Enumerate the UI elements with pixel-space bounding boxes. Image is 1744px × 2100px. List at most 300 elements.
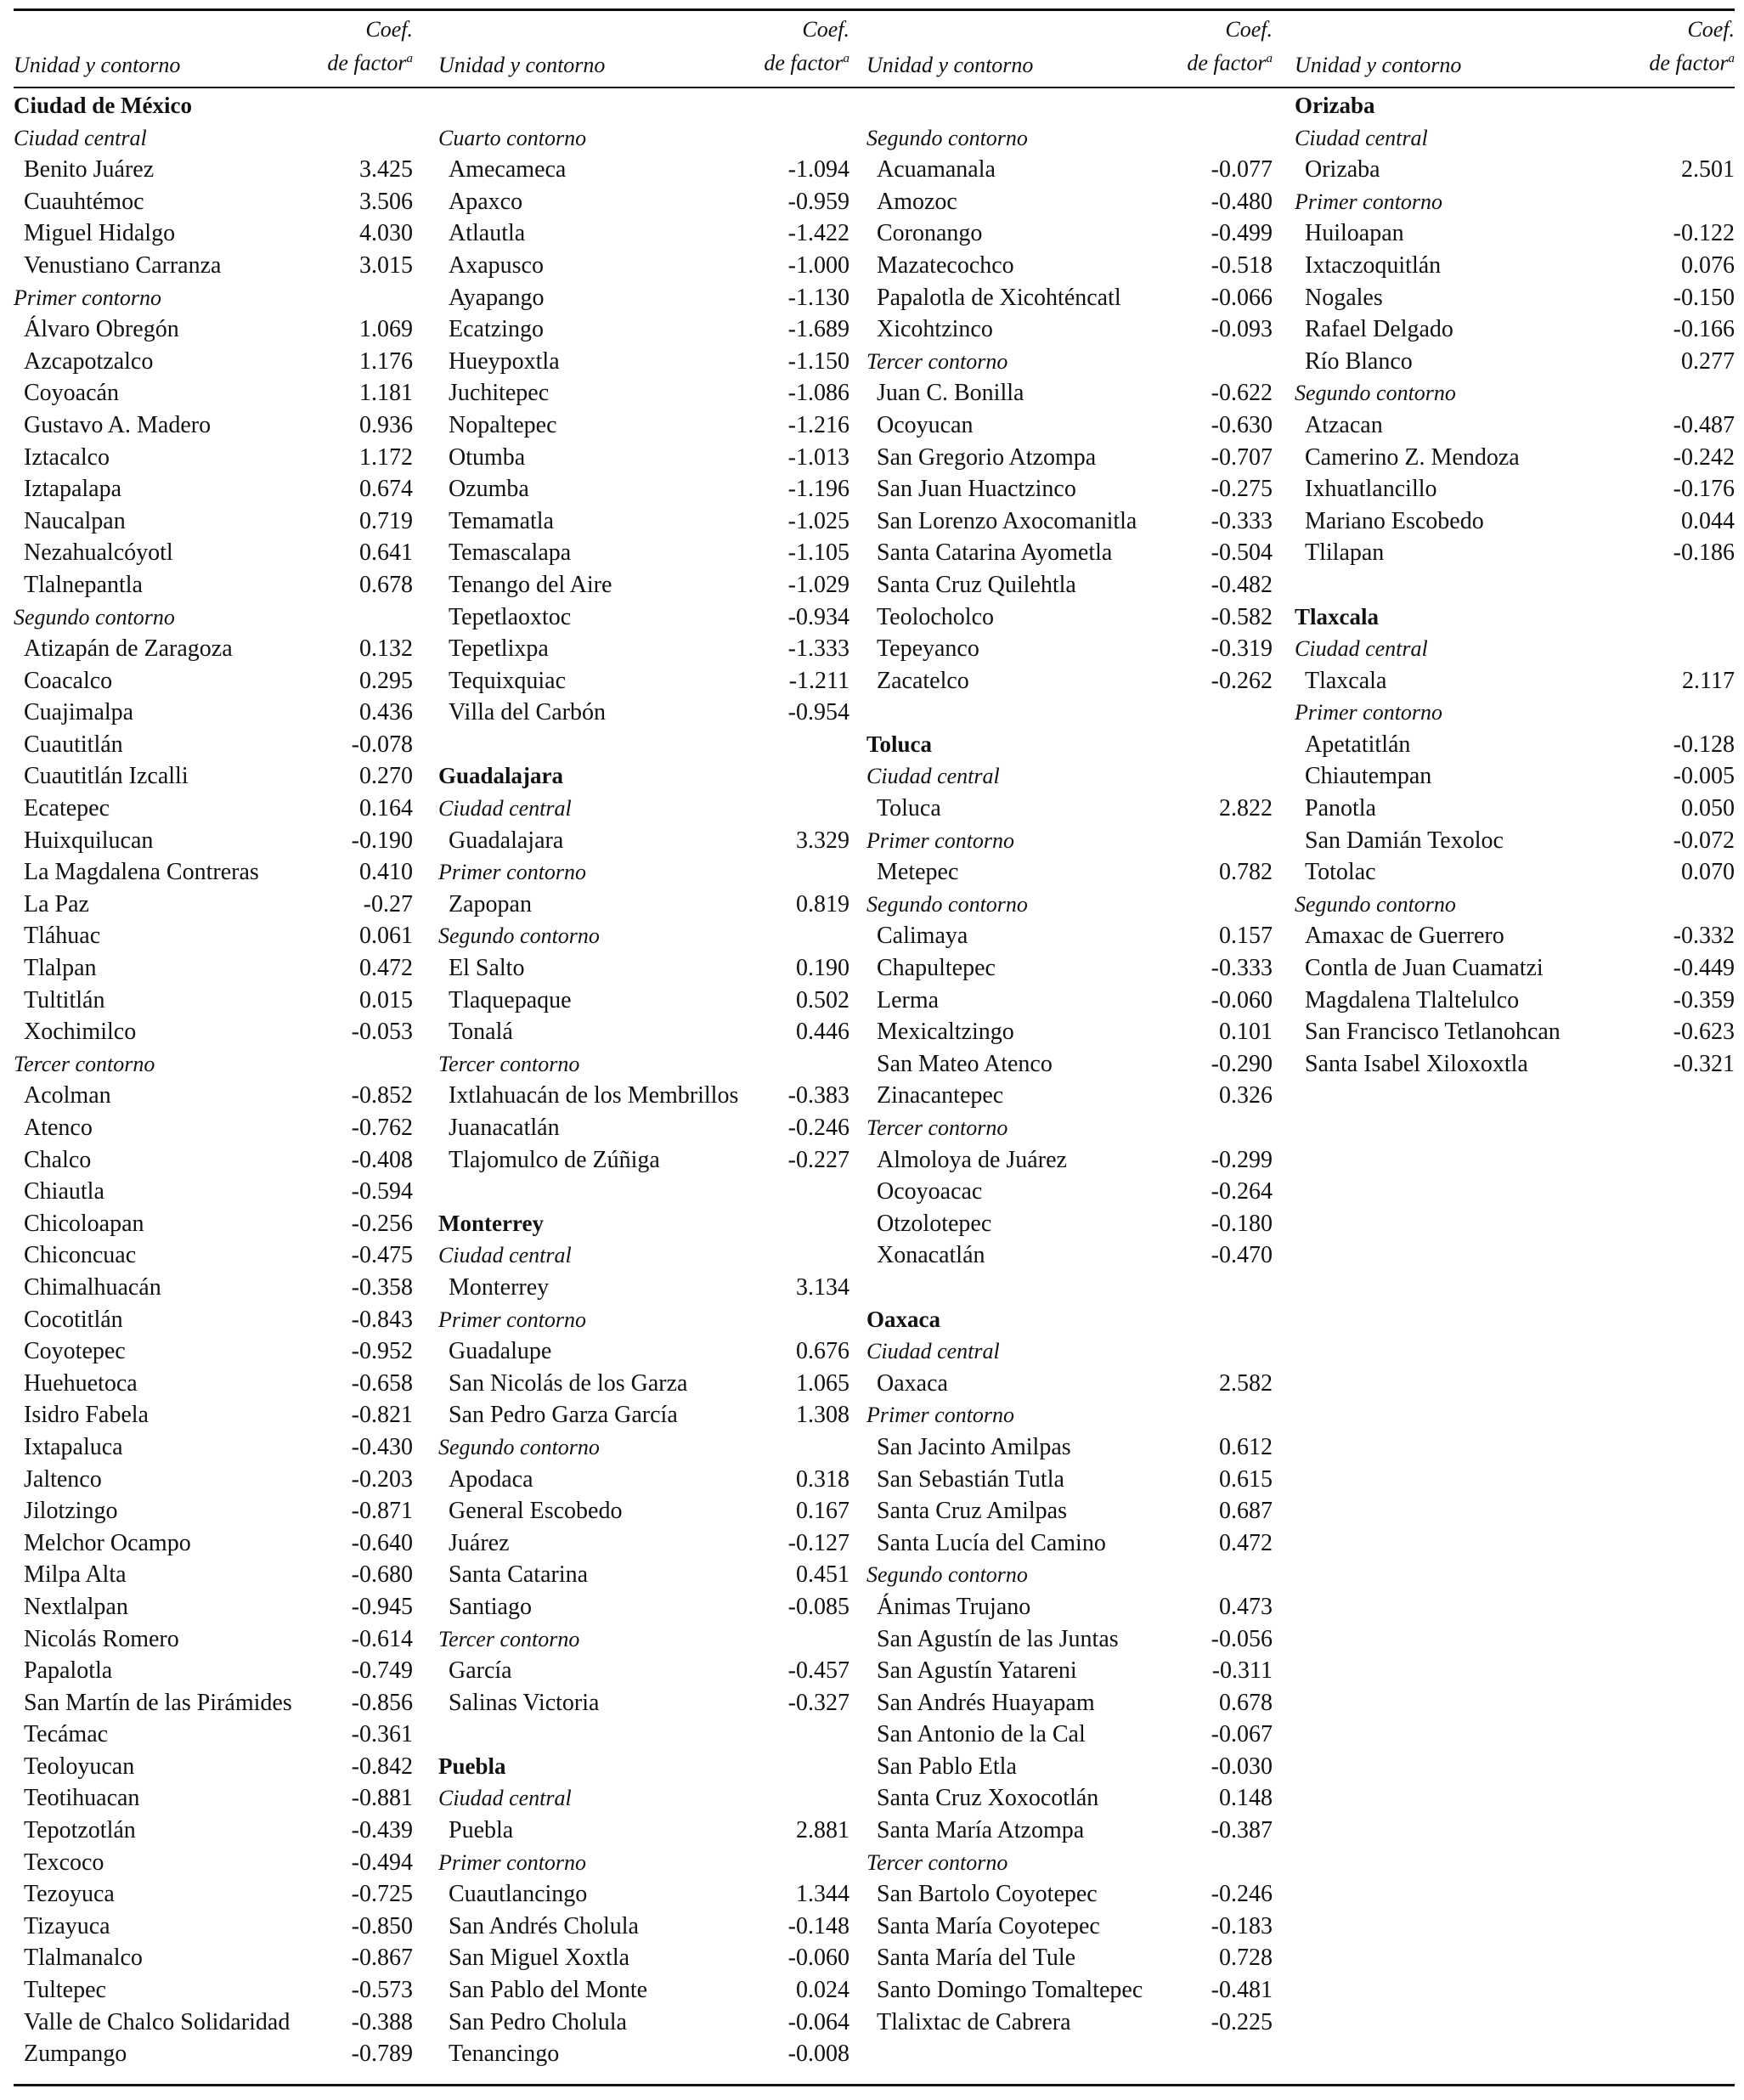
contour-heading xyxy=(438,856,849,889)
factor-coefficient: 0.270 xyxy=(359,763,413,790)
factor-coefficient: -0.319 xyxy=(1211,635,1273,663)
column-header xyxy=(866,17,1273,82)
factor-coefficient: -0.707 xyxy=(1211,443,1273,471)
unit-name: San Pedro Garza García xyxy=(449,1402,678,1429)
table-row xyxy=(866,154,1273,186)
unit-name: Magdalena Tlaltelulco xyxy=(1305,986,1520,1013)
table-row xyxy=(438,569,849,601)
unit-name: Ciudad central xyxy=(1295,636,1428,662)
factor-coefficient: -0.327 xyxy=(787,1689,849,1716)
table-row xyxy=(14,793,413,825)
table-row xyxy=(438,346,849,378)
factor-coefficient: 2.881 xyxy=(796,1817,849,1844)
unit-name: Zacatelco xyxy=(877,667,969,694)
factor-coefficient: 0.473 xyxy=(1219,1593,1273,1620)
unit-name: Iztapalapa xyxy=(24,476,122,503)
unit-name: Juárez xyxy=(449,1529,510,1556)
unit-name: Juanacatlán xyxy=(449,1115,560,1141)
unit-name: Mexicaltzingo xyxy=(877,1019,1014,1046)
factor-coefficient: -0.881 xyxy=(351,1785,413,1812)
contour-heading xyxy=(14,601,413,634)
table-row xyxy=(438,313,849,346)
factor-coefficient: 0.061 xyxy=(359,923,413,950)
table-row xyxy=(866,1176,1273,1208)
unit-name: San Pedro Cholula xyxy=(449,2008,627,2035)
factor-coefficient: -0.246 xyxy=(787,1115,849,1141)
table-row xyxy=(866,1080,1273,1112)
table-row xyxy=(14,442,413,474)
footnote-marker: a xyxy=(1266,52,1273,66)
table-row xyxy=(1295,313,1735,346)
header-coef-label xyxy=(327,15,413,78)
unit-name: Chapultepec xyxy=(877,955,996,982)
unit-name: Ozumba xyxy=(449,476,529,503)
unit-name: San Jacinto Amilpas xyxy=(877,1433,1071,1460)
table-row xyxy=(438,633,849,665)
unit-name: Primer contorno xyxy=(14,285,162,310)
unit-name: Cocotitlán xyxy=(24,1306,123,1333)
unit-name: Ocoyoacac xyxy=(877,1178,983,1205)
table-row xyxy=(438,665,849,697)
table-row xyxy=(14,1623,413,1656)
unit-name: Tepotzotlán xyxy=(24,1817,136,1844)
factor-coefficient: -0.622 xyxy=(1211,380,1273,407)
unit-name: Monterrey xyxy=(449,1273,550,1301)
contour-heading xyxy=(1295,377,1735,409)
unit-name: Cuajimalpa xyxy=(24,699,134,726)
table-row xyxy=(438,1495,849,1527)
table-row xyxy=(438,985,849,1017)
unit-name: Tlaxcala xyxy=(1295,603,1379,629)
factor-coefficient: -0.449 xyxy=(1673,955,1735,982)
factor-coefficient: 4.030 xyxy=(359,220,413,247)
unit-name: Santa Cruz Quilehtla xyxy=(877,571,1076,598)
unit-name: Almoloya de Juárez xyxy=(877,1146,1067,1173)
table-row xyxy=(14,1495,413,1527)
unit-name: Primer contorno xyxy=(1295,189,1443,214)
unit-name: Puebla xyxy=(438,1753,506,1779)
unit-name: Xochimilco xyxy=(24,1019,137,1046)
column-body xyxy=(14,90,413,2070)
unit-name: Segundo contorno xyxy=(1295,891,1456,917)
unit-name: Orizaba xyxy=(1295,93,1375,118)
table-row xyxy=(438,505,849,538)
unit-name: Segundo contorno xyxy=(1295,381,1456,406)
factor-coefficient: -0.053 xyxy=(351,1019,413,1046)
unit-name: Atlautla xyxy=(449,220,526,247)
unit-name: Segundo contorno xyxy=(866,125,1028,150)
factor-coefficient: 0.190 xyxy=(796,955,849,982)
factor-coefficient: 0.024 xyxy=(796,1977,849,2004)
table-row xyxy=(14,1239,413,1272)
table-row xyxy=(438,1464,849,1496)
table-row xyxy=(14,1464,413,1496)
factor-coefficient: -0.078 xyxy=(351,731,413,758)
unit-name: Río Blanco xyxy=(1305,347,1413,375)
table-row xyxy=(1295,952,1735,985)
factor-coefficient: 0.410 xyxy=(359,859,413,886)
unit-name: Texcoco xyxy=(24,1849,104,1876)
factor-coefficient: -0.225 xyxy=(1211,2008,1273,2035)
table-row xyxy=(866,1431,1273,1464)
table-row xyxy=(866,1527,1273,1560)
unit-name: Tultepec xyxy=(24,1977,106,2004)
unit-name: Primer contorno xyxy=(438,1849,587,1875)
factor-coefficient: 0.326 xyxy=(1219,1082,1273,1109)
unit-name: Tezoyuca xyxy=(24,1881,115,1908)
header-coef-text: de factor xyxy=(1187,51,1267,76)
unit-name: Santa Lucía del Camino xyxy=(877,1529,1106,1556)
table-row xyxy=(14,1527,413,1560)
table-row xyxy=(438,473,849,505)
factor-coefficient: -0.482 xyxy=(1211,571,1273,598)
unit-name: Tonalá xyxy=(449,1019,513,1046)
table-row xyxy=(14,154,413,186)
table-row xyxy=(1295,856,1735,889)
factor-coefficient: -0.150 xyxy=(1673,284,1735,311)
table-row xyxy=(1295,282,1735,314)
unit-name: Iztacalco xyxy=(24,443,110,471)
contour-heading xyxy=(866,346,1273,378)
factor-coefficient: -0.332 xyxy=(1673,923,1735,950)
unit-name: El Salto xyxy=(449,955,525,982)
unit-name: Tercer contorno xyxy=(866,1849,1008,1875)
factor-coefficient: -0.623 xyxy=(1673,1019,1735,1046)
unit-name: Guadalajara xyxy=(438,763,564,789)
factor-coefficient: -1.105 xyxy=(787,539,849,567)
contour-heading xyxy=(1295,633,1735,665)
table-row xyxy=(14,920,413,952)
factor-coefficient: -0.640 xyxy=(351,1529,413,1556)
factor-coefficient: -0.408 xyxy=(351,1146,413,1173)
factor-coefficient: -0.008 xyxy=(787,2041,849,2068)
metro-heading xyxy=(866,729,1273,761)
contour-heading xyxy=(1295,122,1735,155)
spacer-row xyxy=(438,1176,849,1208)
table-row xyxy=(438,1559,849,1591)
unit-name: Ciudad central xyxy=(866,764,1000,789)
table-row xyxy=(438,1112,849,1144)
factor-coefficient: -1.211 xyxy=(788,667,849,694)
table-row xyxy=(866,1942,1273,1974)
factor-coefficient: 0.687 xyxy=(1219,1498,1273,1525)
unit-name: Apaxco xyxy=(449,188,523,215)
table-row xyxy=(866,985,1273,1017)
factor-coefficient: -0.582 xyxy=(1211,603,1273,630)
unit-name: San Sebastián Tutla xyxy=(877,1465,1064,1493)
unit-name: Zinacantepec xyxy=(877,1082,1004,1109)
metro-heading xyxy=(1295,601,1735,634)
footnote-marker: a xyxy=(1728,52,1735,66)
table-row xyxy=(866,505,1273,538)
factor-coefficient: -1.216 xyxy=(787,411,849,438)
unit-name: Xonacatlán xyxy=(877,1242,985,1269)
unit-name: Álvaro Obregón xyxy=(24,316,179,343)
unit-name: San Francisco Tetlanohcan xyxy=(1305,1019,1561,1046)
table-row xyxy=(14,889,413,921)
table-row xyxy=(14,1399,413,1431)
factor-coefficient: -0.180 xyxy=(1211,1210,1273,1237)
unit-name: Nezahualcóyotl xyxy=(24,539,173,567)
factor-coefficient: 2.822 xyxy=(1219,795,1273,822)
unit-name: Juchitepec xyxy=(449,380,550,407)
contour-heading xyxy=(438,122,849,155)
factor-coefficient: -0.762 xyxy=(351,1115,413,1141)
table-row xyxy=(438,154,849,186)
factor-coefficient: -0.085 xyxy=(787,1593,849,1620)
unit-name: Temamatla xyxy=(449,507,554,534)
table-row xyxy=(866,377,1273,409)
table-row xyxy=(14,1815,413,1847)
contour-heading xyxy=(866,1847,1273,1879)
unit-name: Ixtlahuacán de los Membrillos xyxy=(449,1082,739,1109)
table-row xyxy=(866,1464,1273,1496)
factor-coefficient: -0.658 xyxy=(351,1369,413,1397)
factor-coefficient: -0.060 xyxy=(787,1945,849,1972)
spacer-row xyxy=(438,729,849,761)
table-row xyxy=(866,1208,1273,1240)
unit-name: Amozoc xyxy=(877,188,957,215)
table-row xyxy=(14,729,413,761)
unit-name: Santa María Atzompa xyxy=(877,1817,1085,1844)
table-row xyxy=(438,1878,849,1911)
table-row xyxy=(438,889,849,921)
unit-name: Orizaba xyxy=(1305,156,1380,183)
footnote-marker: a xyxy=(406,52,413,66)
spacer-row xyxy=(866,1272,1273,1304)
unit-name: Coyotepec xyxy=(24,1338,126,1365)
unit-name: Segundo contorno xyxy=(438,1434,600,1459)
factor-coefficient: 2.582 xyxy=(1219,1369,1273,1397)
table-row xyxy=(866,1239,1273,1272)
factor-coefficient: -0.005 xyxy=(1673,763,1735,790)
table-row xyxy=(866,952,1273,985)
contour-heading xyxy=(14,282,413,314)
factor-coefficient: -0.954 xyxy=(787,699,849,726)
factor-coefficient: -0.128 xyxy=(1673,731,1735,758)
factor-coefficient: -0.945 xyxy=(351,1593,413,1620)
table-row xyxy=(438,1016,849,1048)
unit-name: Amaxac de Guerrero xyxy=(1305,923,1504,950)
factor-coefficient: -0.856 xyxy=(351,1689,413,1716)
table-row xyxy=(438,825,849,857)
unit-name: San Mateo Atenco xyxy=(877,1050,1053,1077)
unit-name: Ixtaczoquitlán xyxy=(1305,251,1442,279)
table-row xyxy=(1295,760,1735,793)
header-coef-label xyxy=(1649,15,1735,78)
unit-name: Tenancingo xyxy=(449,2041,560,2068)
unit-name: San Pablo Etla xyxy=(877,1753,1017,1780)
factor-coefficient: -0.387 xyxy=(1211,1817,1273,1844)
unit-name: Santa Cruz Xoxocotlán xyxy=(877,1785,1099,1812)
factor-coefficient: -0.321 xyxy=(1673,1050,1735,1077)
unit-name: Tercer contorno xyxy=(438,1051,580,1076)
unit-name: Tlalpan xyxy=(24,955,97,982)
unit-name: Melchor Ocampo xyxy=(24,1529,191,1556)
table-row xyxy=(14,633,413,665)
factor-coefficient: -0.481 xyxy=(1211,1977,1273,2004)
contour-heading xyxy=(866,760,1273,793)
contour-heading xyxy=(1295,889,1735,921)
factor-coefficient: -0.275 xyxy=(1211,476,1273,503)
table-row xyxy=(866,313,1273,346)
factor-coefficient: -0.475 xyxy=(351,1242,413,1269)
unit-name: San Agustín de las Juntas xyxy=(877,1625,1119,1652)
table-row xyxy=(1295,217,1735,250)
factor-coefficient: 0.502 xyxy=(796,986,849,1013)
factor-coefficient: 0.318 xyxy=(796,1465,849,1493)
unit-name: Segundo contorno xyxy=(866,891,1028,917)
unit-name: Panotla xyxy=(1305,795,1376,822)
factor-coefficient: 1.308 xyxy=(796,1402,849,1429)
spacer-row xyxy=(438,90,849,122)
unit-name: Chicoloapan xyxy=(24,1210,144,1237)
unit-name: Chalco xyxy=(24,1146,92,1173)
unit-name: Ciudad central xyxy=(866,1339,1000,1364)
column-header xyxy=(438,17,849,82)
unit-name: Santo Domingo Tomaltepec xyxy=(877,1977,1143,2004)
table-row xyxy=(14,1304,413,1336)
header-coef-line2 xyxy=(764,44,849,78)
table-row xyxy=(866,186,1273,218)
table-row xyxy=(866,1751,1273,1783)
table-row xyxy=(438,1687,849,1719)
unit-name: García xyxy=(449,1657,512,1685)
table-row xyxy=(1295,250,1735,282)
factor-coefficient: -0.262 xyxy=(1211,667,1273,694)
factor-coefficient: -0.056 xyxy=(1211,1625,1273,1652)
table-row xyxy=(438,1655,849,1687)
unit-name: Ánimas Trujano xyxy=(877,1593,1031,1620)
factor-coefficient: 0.101 xyxy=(1219,1019,1273,1046)
unit-name: San Agustín Yatareni xyxy=(877,1657,1077,1685)
factor-coefficient: -0.518 xyxy=(1211,251,1273,279)
unit-name: Toluca xyxy=(866,731,933,757)
unit-name: San Gregorio Atzompa xyxy=(877,443,1097,471)
factor-coefficient: 3.015 xyxy=(359,251,413,279)
table-row xyxy=(14,1080,413,1112)
unit-name: San Andrés Cholula xyxy=(449,1912,639,1939)
factor-coefficient: -1.000 xyxy=(787,251,849,279)
table-row xyxy=(14,1687,413,1719)
table-row xyxy=(866,250,1273,282)
factor-coefficient: 0.782 xyxy=(1219,859,1273,886)
table-row xyxy=(14,1016,413,1048)
unit-name: Jilotzingo xyxy=(24,1498,118,1525)
unit-name: Acolman xyxy=(24,1082,111,1109)
header-coef-label xyxy=(1187,15,1273,78)
unit-name: San Lorenzo Axocomanitla xyxy=(877,507,1137,534)
coefficient-table xyxy=(14,8,1735,2090)
unit-name: Toluca xyxy=(877,795,941,822)
unit-name: Primer contorno xyxy=(866,827,1015,853)
table-row xyxy=(438,601,849,634)
unit-name: Huehuetoca xyxy=(24,1369,138,1397)
contour-heading xyxy=(1295,186,1735,218)
table-row xyxy=(866,473,1273,505)
metro-heading xyxy=(438,1208,849,1240)
factor-coefficient: -0.952 xyxy=(351,1338,413,1365)
table-row xyxy=(14,473,413,505)
unit-name: San Damián Texoloc xyxy=(1305,827,1504,854)
factor-coefficient: 1.065 xyxy=(796,1369,849,1397)
factor-coefficient: -1.086 xyxy=(787,380,849,407)
header-coef-text: de factor xyxy=(764,51,844,76)
table-row xyxy=(14,1144,413,1177)
factor-coefficient: -0.299 xyxy=(1211,1146,1273,1173)
factor-coefficient: -0.190 xyxy=(351,827,413,854)
unit-name: Primer contorno xyxy=(866,1403,1015,1428)
table-row xyxy=(866,1687,1273,1719)
table-row xyxy=(866,856,1273,889)
table-row xyxy=(438,1080,849,1112)
unit-name: Primer contorno xyxy=(438,860,587,885)
unit-name: San Pablo del Monte xyxy=(449,1977,648,2004)
table-row xyxy=(866,1719,1273,1751)
table-row xyxy=(866,1495,1273,1527)
unit-name: Camerino Z. Mendoza xyxy=(1305,443,1520,471)
table-row xyxy=(1295,793,1735,825)
factor-coefficient: -1.196 xyxy=(787,476,849,503)
factor-coefficient: -0.499 xyxy=(1211,220,1273,247)
header-unit-label: Unidad y contorno xyxy=(438,53,606,77)
factor-coefficient: 0.076 xyxy=(1681,251,1735,279)
table-row xyxy=(438,377,849,409)
factor-coefficient: 0.044 xyxy=(1681,507,1735,534)
unit-name: Tlaquepaque xyxy=(449,986,572,1013)
unit-name: Ecatepec xyxy=(24,795,110,822)
unit-name: Santiago xyxy=(449,1593,532,1620)
unit-name: Huiloapan xyxy=(1305,220,1404,247)
contour-heading xyxy=(866,825,1273,857)
unit-name: Teotihuacan xyxy=(24,1785,140,1812)
unit-name: Santa Cruz Amilpas xyxy=(877,1498,1067,1525)
table-row xyxy=(866,1368,1273,1400)
unit-name: Monterrey xyxy=(438,1210,544,1236)
unit-name: Azcapotzalco xyxy=(24,347,154,375)
factor-coefficient: -0.311 xyxy=(1211,1657,1273,1685)
table-row xyxy=(866,1655,1273,1687)
metro-heading xyxy=(1295,90,1735,122)
table-row xyxy=(1295,346,1735,378)
factor-coefficient: -1.029 xyxy=(787,571,849,598)
factor-coefficient: 0.615 xyxy=(1219,1465,1273,1493)
table-row xyxy=(14,1368,413,1400)
table-row xyxy=(14,250,413,282)
table-row xyxy=(14,856,413,889)
unit-name: Apodaca xyxy=(449,1465,533,1493)
unit-name: Segundo contorno xyxy=(866,1562,1028,1588)
table-row xyxy=(438,1335,849,1368)
unit-name: Axapusco xyxy=(449,251,544,279)
unit-name: Otumba xyxy=(449,443,526,471)
unit-name: Tenango del Aire xyxy=(449,571,612,598)
factor-coefficient: -0.867 xyxy=(351,1945,413,1972)
unit-name: Teoloyucan xyxy=(24,1753,135,1780)
factor-coefficient: 1.344 xyxy=(796,1881,849,1908)
unit-name: Zapopan xyxy=(449,890,532,917)
table-row xyxy=(14,346,413,378)
factor-coefficient: -0.934 xyxy=(787,603,849,630)
factor-coefficient: -0.067 xyxy=(1211,1721,1273,1748)
factor-coefficient: 0.451 xyxy=(796,1561,849,1589)
unit-name: San Bartolo Coyotepec xyxy=(877,1881,1098,1908)
factor-coefficient: -1.333 xyxy=(787,635,849,663)
factor-coefficient: -0.148 xyxy=(787,1912,849,1939)
unit-name: Ixhuatlancillo xyxy=(1305,476,1437,503)
unit-name: Tepetlaoxtoc xyxy=(449,603,572,630)
table-row xyxy=(14,1974,413,2007)
